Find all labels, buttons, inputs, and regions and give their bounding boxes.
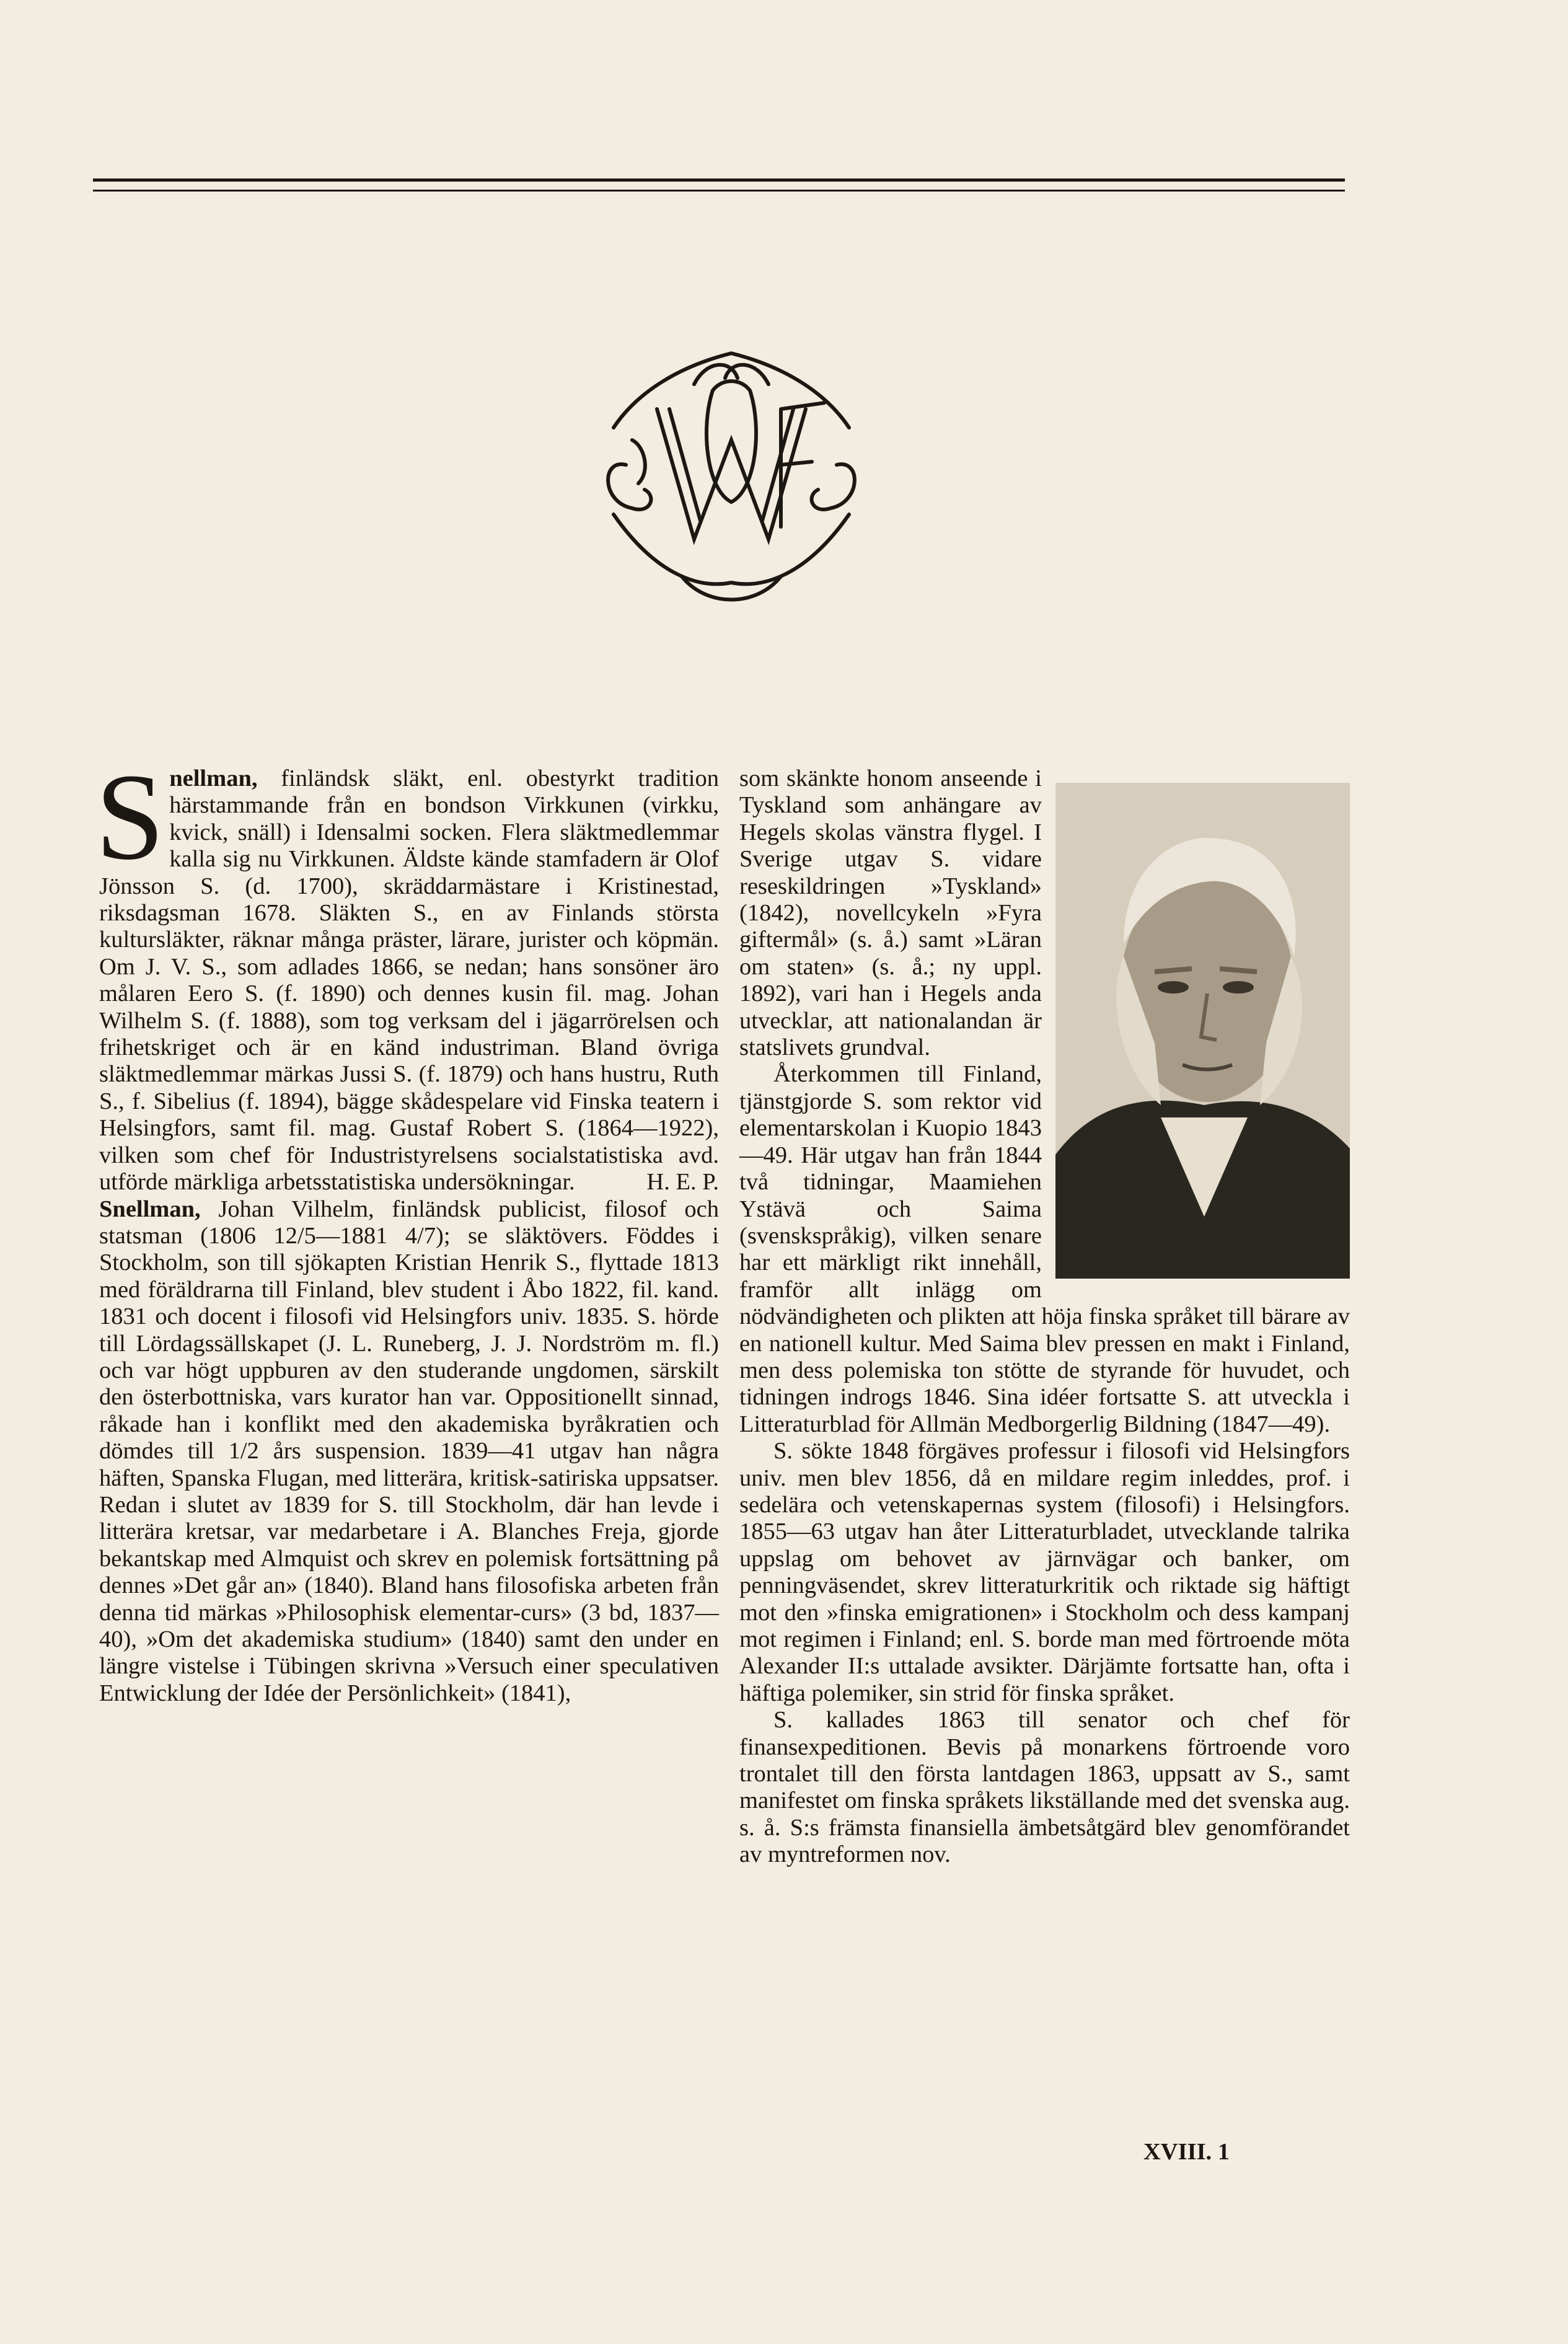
author-signature: H. E. P.	[646, 1169, 719, 1196]
headword-family: nellman,	[169, 765, 258, 791]
left-column	[95, 749, 719, 1707]
entry-jv-intro: Johan Vilhelm, finländsk publicist, filosof och statsman (1806 12/5—1881 4/7); se släktövers. Föddes i Stockholm, son till sjökapten Kristian Henrik S., flyttade 1813 med föräldrarna till Finland, blev student i Åbo 1822, fil. kand. 1831 och docent i filosofi vid Helsingfors univ. 1835. S. hörde till Lördagssällskapet (J. L. Runeberg, J. J. Nordström m. fl.) och var högt uppburen av den studerande ungdomen, särskilt den österbottniska, vars kurator han var. Oppositionellt sinnad, råkade han i konflikt med den akademiska byråkratien och dömdes till 1/2 års suspension. 1839—41 utgav han några häften, Spanska Flugan, med litterära, kritisk-satiriska uppsatser. Redan i slutet av 1839 for S. till Stockholm, där han levde i litterära kretsar, var medarbetare i A. Blanches Freja, gjorde bekantskap med Almquist och skrev en polemisk fortsättning på dennes »Det går an» (1840). Bland hans filosofiska arbeten från denna tid märkas »Philosophisk elementar-curs» (3 bd, 1837—40), »Om det akademiska studium» (1840) samt den under en längre vistelse i Tübingen skrivna »Versuch einer speculativen Entwicklung der Idée der Persönlichkeit» (1841),	[99, 1196, 719, 1706]
entry-family-text: finländsk släkt, enl. obestyrkt tradition härstammande från en bondson Virkkunen (virkku, kvick, snäll) i Idensalmi socken. Flera släktmedlemmar kalla sig nu Virkkunen. Äldste kände stamfadern är Olof Jönsson S. (d. 1700), skräddarmästare i Kristinestad, riksdagsman 1678. Släkten S., en av Finlands största kultursläkter, räknar många präster, lärare, jurister och köpmän. Om J. V. S., som adlades 1866, se nedan; hans sonsöner äro målaren Eero S. (f. 1890) och dennes kusin fil. mag. Johan Wilhelm S. (f. 1888), som tog verksam del i jägarrörelsen och frihetskriget och är en känd industriman. Bland övriga släktmedlemmar märkas Jussi S. (f. 1879) och hans hustru, Ruth S., f. Sibelius (f. 1894), bägge skådespelare vid Finska teatern i Helsingfors, samt fil. mag. Gustaf Robert S. (1864—1922), vilken som chef för Industristyrelsens socialstatistiska avd. utförde märkliga arbetsstatistiska undersökningar.	[99, 765, 719, 1196]
entry-snellman-family	[95, 749, 719, 1196]
right-column	[739, 765, 1350, 1869]
paragraph-1-text: som skänkte honom anseende i Tyskland som anhängare av Hegels skolas vänstra flygel. I Sverige utgav S. vidare reseskildringen »Tyskland» (1842), novellcykeln »Fyra giftermål» (s. å.) samt »Läran om staten» (s. å.; ny uppl. 1892), vari han i Hegels anda utvecklar, att nationalandan är statslivets grundval.	[739, 765, 1042, 1061]
entry-snellman-jv	[99, 1196, 719, 1707]
paragraph-3: S. sökte 1848 förgäves professur i filosofi vid Helsingfors univ. men blev 1856, då en mildare regim inleddes, prof. i sedelära och vetenskapernas system (filosofi) i Helsingfors. 1855—63 utgav han åter Litteraturbladet, utvecklande talrika uppslag om behovet av järnvägar och banker, om penningväsendet, skrev litteraturkritik och riktade sig häftigt mot den »finska emigrationen» i Stockholm och dess kampanj mot regimen i Finland; enl. S. borde man med förtroende möta Alexander II:s uttalade avsikter. Därjämte fortsatte han, ofta i häftiga polemiker, sin strid för finska språket.	[739, 1438, 1350, 1706]
header-rule-thick	[93, 178, 1345, 182]
paragraph-2: Återkommen till Finland, tjänstgjorde S. som rektor vid elementarskolan i Kuopio 1843—49. Här utgav han från 1844 två tidningar, Maamiehen Ystävä och Saima (svenskspråkig), vilken senare har ett märkligt rikt innehåll, framför allt inlägg om nödvändigheten och plikten att höja finska språket till bärare av en nationell kultur. Med Saima blev pressen en makt i Finland, men dess polemiska ton stötte de styrande för huvudet, och tidningen indrogs 1846. Sina idéer fortsatte S. att utveckla i Litteraturblad för Allmän Medborgerlig Bildning (1847—49).	[739, 1061, 1350, 1437]
signature-mark: XVIII. 1	[1143, 2139, 1230, 2165]
portrait-image	[1055, 783, 1350, 1279]
headword-jv: Snellman,	[99, 1196, 201, 1222]
ornamental-monogram-icon	[576, 316, 886, 626]
drop-cap: S	[95, 749, 165, 886]
paragraph-4: S. kallades 1863 till senator och chef för finansexpeditionen. Bevis på monarkens förtroende voro trontalet till den första lantdagen 1863, uppsatt av S., samt manifestet om finska språkets likställande med det svenska aug. s. å. S:s främsta finansiella ämbetsåtgärd blev genomförandet av myntreformen nov.	[739, 1707, 1350, 1868]
header-rule-thin	[93, 190, 1345, 192]
paragraph-1	[739, 765, 1350, 1061]
